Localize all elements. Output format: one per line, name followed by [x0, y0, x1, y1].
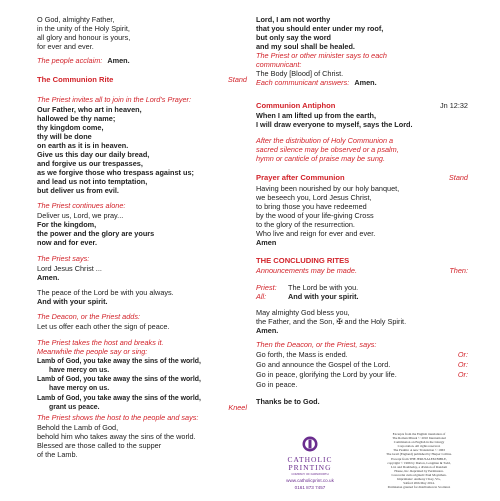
dismissal-line: Go in peace. [256, 380, 298, 389]
doxology-line: all glory and honour is yours, [37, 33, 131, 42]
prayer-amen: Amen [256, 238, 277, 247]
lamb-of-god-line: have mercy on us. [49, 367, 110, 374]
lamb-of-god-line: Lamb of God, you take away the sins of the world, [37, 358, 201, 365]
priest-line: The Lord be with you. [288, 283, 359, 292]
dismissal-line: Go and announce the Gospel of the Lord. [256, 360, 391, 369]
lamb-of-god-line: have mercy on us. [49, 385, 110, 392]
amen-line: Amen. [37, 273, 60, 282]
dismiss-rubric: Then the Deacon, or the Priest, says: [256, 340, 377, 349]
credit-line: House, Inc. Reprinted by Permission. [394, 468, 444, 473]
acclaim-rubric: The people acclaim: [37, 56, 103, 65]
lord-jesus-line: Lord Jesus Christ ... [37, 264, 102, 273]
stand-rubric: Stand [448, 173, 468, 182]
logo-brand-line2: PRINTING [288, 463, 332, 472]
lords-prayer-line: Our Father, who art in heaven, [37, 105, 142, 114]
credit-line: The Grail (England) published by Harper Collins. [386, 452, 452, 457]
not-worthy-line: and my soul shall be healed. [256, 42, 355, 51]
prayer-line: to the glory of the resurrection. [256, 220, 355, 229]
lords-prayer-line: thy kingdom come, [37, 123, 104, 132]
concluding-rites-heading: THE CONCLUDING RITES [256, 256, 350, 265]
credit-line: Imprimatur: Anthony J Kay, VG, [397, 477, 441, 482]
each-rubric: Each communicant answers: [256, 78, 350, 87]
lords-prayer-line: and forgive us our trespasses, [37, 159, 143, 168]
priest-label: Priest: [256, 283, 277, 292]
credit-line: Excerpts from the English translation of [392, 432, 446, 436]
offer-peace-line: Let us offer each other the sign of peace. [37, 322, 170, 331]
host-rubric: The Priest takes the host and breaks it. [37, 338, 164, 347]
continues-rubric: The Priest continues alone: [37, 201, 126, 210]
lamb-of-god-line: Lamb of God, you take away the sins of the world, [37, 376, 201, 383]
lords-prayer-line: thy will be done [37, 132, 92, 141]
prayer-line: Having been nourished by our holy banquet, [256, 184, 400, 193]
logo-tagline: COMPANY OF FARNWORTH [291, 472, 329, 476]
or-rubric: Or: [457, 370, 468, 379]
prayer-line: Who live and reign for ever and ever. [256, 229, 376, 238]
logo-phone: 0161 873 7457 [294, 485, 326, 490]
behold-line: Behold the Lamb of God, [37, 423, 119, 432]
credit-line: Corporation. All rights reserved. [397, 444, 441, 449]
blessing-line: May almighty God bless you, [256, 308, 350, 317]
catholic-printing-logo [270, 436, 350, 496]
prayer-line: we beseech you, Lord Jesus Christ, [256, 193, 372, 202]
behold-line: behold him who takes away the sins of the world. [37, 432, 196, 441]
behold-line: Blessed are those called to the supper [37, 441, 162, 450]
shows-rubric: The Priest shows the host to the people and says: [37, 413, 199, 422]
logo-brand-line1: CATHOLIC [287, 455, 333, 464]
lords-prayer-line: and lead us not into temptation, [37, 177, 148, 186]
logo-emblem-icon [270, 436, 350, 496]
or-rubric: Or: [457, 350, 468, 359]
doxology-line: in the unity of the Holy Spirit, [37, 24, 130, 33]
priest-says-rubric: The Priest says: [37, 254, 90, 263]
announcements-rubric: Announcements may be made. [256, 266, 357, 275]
behold-line: of the Lamb. [37, 450, 78, 459]
prayer-line: by the wood of your life-giving Cross [256, 211, 374, 220]
silence-rubric: hymn or canticle of praise may be sung. [256, 154, 385, 163]
credit-line: Commission on English in the Liturgy [393, 440, 445, 445]
kingdom-line: For the kingdom, [37, 220, 97, 229]
not-worthy-line: that you should enter under my roof, [256, 24, 384, 33]
silence-rubric: sacred silence may be observed or a psalm, [256, 145, 399, 154]
lords-prayer-line: Give us this day our daily bread, [37, 150, 150, 159]
deacon-rubric: The Deacon, or the Priest adds: [37, 312, 141, 321]
copyright-credits [371, 432, 467, 489]
host-rubric: Meanwhile the people say or sing: [37, 347, 148, 356]
credit-line: Salford 20th May 2014. [403, 481, 435, 486]
credit-line: Excerpt from THE JERUSALEM BIBLE, [391, 456, 447, 461]
doxology-line: O God, almighty Father, [37, 15, 115, 24]
and-with-your-spirit: And with your spirit. [37, 297, 108, 306]
credit-line: copyright © 1966 by Darton, Longman & Todd, [387, 460, 451, 465]
peace-line: The peace of the Lord be with you always. [37, 288, 174, 297]
all-label: All: [256, 292, 267, 301]
logo-url: www.catholicprint.co.uk [286, 478, 334, 483]
deliver-us-line: Deliver us, Lord, we pray... [37, 211, 124, 220]
lamb-of-god-line: Lamb of God, you take away the sins of the world, [37, 395, 201, 402]
kneel-rubric: Kneel [228, 403, 247, 412]
each-amen: Amen. [354, 78, 377, 87]
lords-prayer-line: but deliver us from evil. [37, 186, 119, 195]
not-worthy-line: but only say the word [256, 33, 332, 42]
credit-line: Permission granted for distribution in Scotland. [387, 485, 451, 490]
minister-rubric: communicant: [256, 60, 302, 69]
credit-line: The Roman Missal © 2010 International [392, 436, 446, 441]
antiphon-line: I will draw everyone to myself, says the Lord. [256, 120, 413, 129]
acclaim-amen: Amen. [107, 56, 130, 65]
blessing-amen: Amen. [256, 326, 279, 335]
body-of-christ-line: The Body [Blood] of Christ. [256, 69, 344, 78]
each-communicant-line [256, 78, 377, 87]
antiphon-reference: Jn 12:32 [440, 101, 468, 110]
credit-line: Ltd. and Doubleday, a division of Random [390, 464, 448, 469]
antiphon-line: When I am lifted up from the earth, [256, 111, 376, 120]
communion-rite-heading: The Communion Rite [37, 75, 114, 84]
thanks-line: Thanks be to God. [256, 397, 320, 406]
credit-line: The Psalms: A new Translation © 1963 [393, 448, 445, 453]
lords-prayer-line: as we forgive those who trespass against us; [37, 168, 194, 177]
silence-rubric: After the distribution of Holy Communion a [256, 136, 394, 145]
doxology-line: for ever and ever. [37, 42, 94, 51]
invite-rubric: The Priest invites all to join in the Lord’s Prayer: [37, 95, 191, 104]
blessing-line: the Father, and the Son, ✠ and the Holy Spirit. [256, 317, 407, 326]
not-worthy-line: Lord, I am not worthy [256, 15, 331, 24]
prayer-line: to bring those you have redeemed [256, 202, 367, 211]
dismissal-line: Go forth, the Mass is ended. [256, 350, 348, 359]
acclaim-line [37, 56, 130, 65]
lords-prayer-line: hallowed be thy name; [37, 114, 116, 123]
dismissal-line: Go in peace, glorifying the Lord by your life. [256, 370, 397, 379]
kingdom-line: now and for ever. [37, 238, 98, 247]
minister-rubric: The Priest or other minister says to each [256, 51, 387, 60]
prayer-after-communion-heading: Prayer after Communion [256, 173, 345, 182]
credit-line: Concordat cum originali: Paul Moynihan. [391, 472, 447, 477]
all-line: And with your spirit. [288, 292, 359, 301]
or-rubric: Or: [457, 360, 468, 369]
lamb-of-god-line: grant us peace. [49, 404, 100, 411]
then-rubric: Then: [449, 266, 468, 275]
kingdom-line: the power and the glory are yours [37, 229, 155, 238]
lords-prayer-line: on earth as it is in heaven. [37, 141, 129, 150]
antiphon-heading: Communion Antiphon [256, 101, 336, 110]
stand-rubric: Stand [227, 75, 247, 84]
